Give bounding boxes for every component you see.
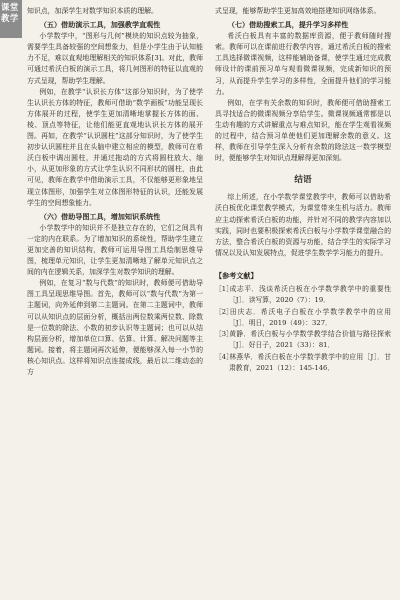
paragraph: 小学数学中的知识并不是独立存在的，它们之间具有一定的内在联系。为了增加知识的系统性，帮助学生建立更加完善的知识结构，教师可运用导图工具绘制思维导图，梳理单元知识，让学生更加清晰地了解单元知识点之间的内在逻辑关系，加深学生对数学知识的理解。 <box>27 223 203 277</box>
right-column <box>215 6 391 591</box>
conclusion-heading: 结语 <box>294 175 312 186</box>
reference-number: ［2］ <box>215 307 233 316</box>
left-column <box>27 6 203 591</box>
reference-item <box>215 307 391 329</box>
paragraph: 综上所述，在小学数学课堂教学中，教师可以借助希沃白板优化课堂教学模式，为课堂带来生机与活力。教师应主动探索希沃白板的功能，并针对不同的教学内容加以实践，同时也要积极探索希沃白板与小学数学课堂融合的方法，整合希沃白板的资源与功能，结合学生的实际学习情况以及认知发展特点，促进学生数学学习能力的提升。 <box>215 193 391 257</box>
reference-item <box>215 329 391 351</box>
reference-number: ［1］ <box>215 284 233 293</box>
section-tab-line2: 教学 <box>1 13 19 23</box>
reference-item <box>215 284 391 306</box>
reference-number: ［3］ <box>215 330 233 339</box>
paragraph: 小学数学中，“图形与几何”模块的知识点较为抽象，需要学生具备较强的空间想象力，但是小学生由于认知能力不足，难以直观地理解相关的知识体系[3]。对此，教师可通过希沃白板的演示工具，将几何图形的特征以直观的方式呈现，帮助学生理解。 <box>27 32 203 85</box>
reference-text: 田庆志．希沃电子白板在小学数学教学中的应用［J］．明日，2019（49）：327． <box>229 307 391 327</box>
paragraph: 知识点，加深学生对数学知识本质的理解。 <box>27 7 158 15</box>
paragraph: 例如，在学有关余数的知识时，教师便可借助搜索工具寻找适合的微课视频分享给学生。微课视频通常都是以生动有趣的方式讲解重点与难点知识，能在学生观看视频的过程中，结合预习单使他们更加理解余数的意义。这样，教师在引导学生深入分析有余数的除法这一数学模型时，便能够学生对知识点理解得更加深刻。 <box>215 98 391 163</box>
reference-number: ［4］ <box>215 352 233 361</box>
section-tab-line1: 课堂 <box>1 2 19 12</box>
references-heading: 【参考文献】 <box>215 270 258 280</box>
paragraph: 式呈现，能够帮助学生更加高效地搭建知识网络体系。 <box>215 7 381 15</box>
reference-text: 林燕华．希沃白板在小学数学教学中的应用［J］．甘肃教育，2021（12）：145-146． <box>229 352 391 373</box>
section-tab <box>0 0 22 38</box>
section-heading-5: （五）借助演示工具，加强教学直观性 <box>39 20 161 30</box>
references-list <box>215 284 391 374</box>
reference-text: 成志平．浅谈希沃白板在小学数学教学中的重要性［J］．读写算，2020（7）：19． <box>229 284 391 304</box>
paragraph: 例如，在教学“认识长方体”这部分知识时，为了使学生认识长方体的特征，教师可借助“数学画板”功能呈现长方体展开的过程，使学生更加清晰地掌握长方体的面、棱、顶点等特征，让他们能更直观地认识长方体的展开图。再如，在教学“认识圆柱”这部分知识时，为了使学生初步认识圆柱并且在头脑中建立相应的模型，教师可在希沃白板中调出圆柱，并通过拖动的方式将圆柱放大、缩小，从更加形象的方式让学生认识不同形状的圆柱，由此可见，教师在教学中借助演示工具，不仅能够更形象地呈现立体图形，加强学生对立体图形特征的认识，还能发展学生的空间想象能力。 <box>27 87 203 207</box>
paragraph: 希沃白板具有丰富的数据库资源，便于教师随时搜索。教师可以在课前进行教学内容，通过希沃白板的搜索工具选择微课视频，这样能辅助备课，使学生通过完成教师设计的课前预习单与观看微课视频，完成新知识的预习，从而提升学生学习的多样性，全面提升他们的学习能力。 <box>215 32 391 96</box>
section-heading-7: （七）借助搜索工具，提升学习多样性 <box>227 20 349 30</box>
section-heading-6: （六）借助导图工具，增加知识系统性 <box>39 211 161 221</box>
reference-text: 黄静．希沃白板与小学数学教学结合价值与路径探索［J］．好日子，2021（33）：81． <box>229 330 391 350</box>
article-page <box>27 6 391 591</box>
paragraph: 例如，在复习“数与代数”的知识时，教师便可借助导图工具呈现思维导图。首先，教师可以“数与代数”为第一主题词，向外延伸到第二主题词。在第二主题词中，教师可以从知识点的层面分析，概括出两位数乘两位数、除数是一位数的除法、小数的初步认识等主题词；也可以从结构层面分析，增加单位口算、估算、计算、解决问题等主题词。接着，将主题词再次延伸，便能够深入每一小节的核心知识点。这样将知识点连接成线，最后以二维动态的方 <box>27 279 203 376</box>
reference-item <box>215 352 391 374</box>
